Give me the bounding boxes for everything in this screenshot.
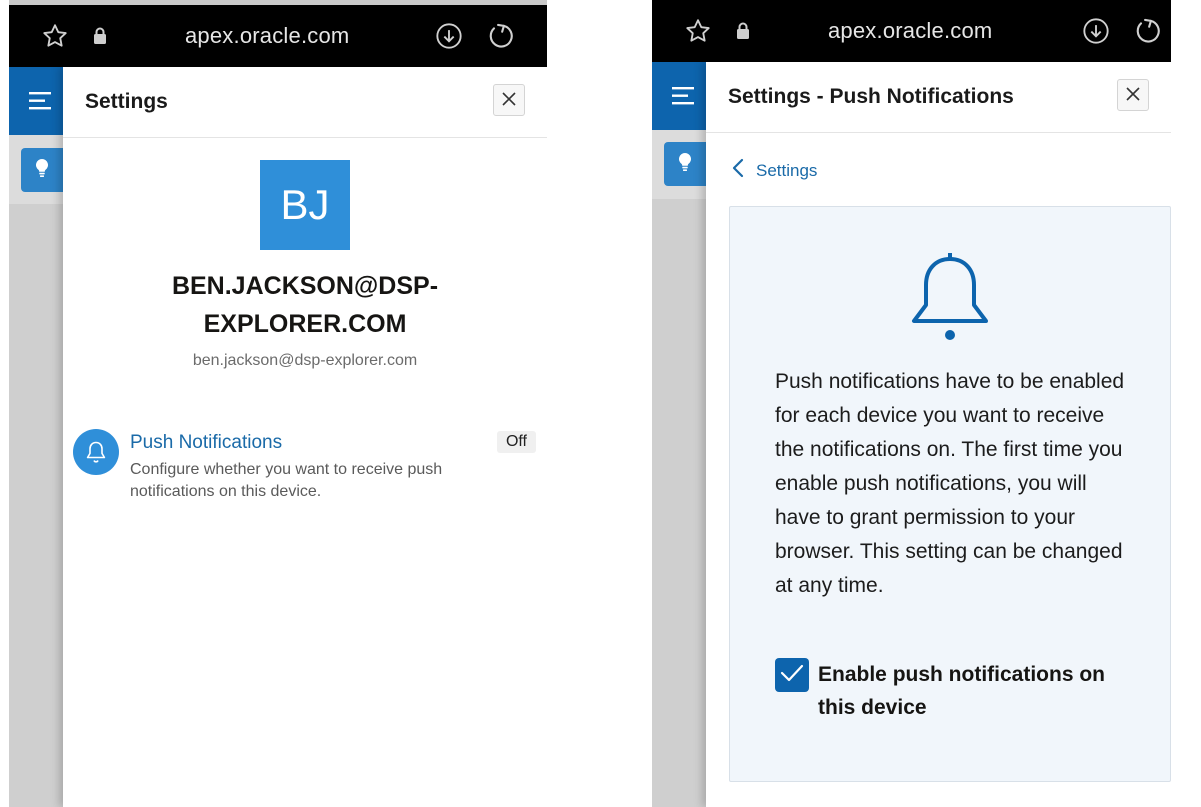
url-text[interactable]: apex.oracle.com (828, 18, 993, 43)
push-notifications-drawer (706, 62, 1171, 807)
push-notifications-item[interactable] (73, 429, 537, 509)
push-notifications-description: Configure whether you want to receive push notifications on this device. (130, 461, 443, 500)
star-icon[interactable] (684, 17, 712, 45)
menu-icon[interactable] (672, 86, 696, 106)
reload-icon[interactable] (487, 22, 515, 50)
reload-icon[interactable] (1134, 17, 1162, 45)
drawer-title: Settings - Push Notifications (728, 85, 1014, 108)
user-email: ben.jackson@dsp-explorer.com (192, 352, 418, 369)
download-icon[interactable] (1082, 17, 1110, 45)
chevron-left-icon (732, 158, 744, 183)
enable-push-checkbox[interactable] (775, 658, 809, 692)
app-tile[interactable] (21, 148, 63, 192)
enable-push-label[interactable]: Enable push notifications on this device (818, 663, 1106, 719)
close-button[interactable] (1117, 79, 1149, 111)
app-nav-bar (9, 67, 63, 135)
left-phone-screen (9, 0, 547, 807)
browser-url-bar (9, 5, 547, 67)
lock-icon (93, 27, 107, 45)
close-icon (501, 91, 517, 110)
app-background (9, 204, 63, 807)
settings-drawer (63, 67, 547, 807)
info-text: Push notifications have to be enabled for each device you want to receive the notifications on. The first time you enable push notifications, you will have to grant permission to your browser. This setting can be changed at any time. (775, 370, 1125, 597)
push-notifications-title[interactable]: Push Notifications (130, 432, 283, 453)
app-tile[interactable] (664, 142, 706, 186)
star-icon[interactable] (41, 22, 69, 50)
app-nav-bar (652, 62, 706, 130)
drawer-header (706, 62, 1171, 133)
breadcrumb-settings-link[interactable]: Settings (756, 160, 818, 180)
lightbulb-icon (678, 152, 692, 177)
bell-icon (908, 249, 992, 348)
download-icon[interactable] (435, 22, 463, 50)
url-text[interactable]: apex.oracle.com (185, 23, 350, 48)
info-panel (729, 206, 1171, 782)
avatar: BJ (260, 160, 350, 250)
user-name: BEN.JACKSON@DSP-EXPLORER.COM (171, 272, 439, 338)
drawer-title: Settings (85, 90, 168, 113)
breadcrumb[interactable] (732, 158, 817, 183)
bell-icon (73, 429, 119, 475)
checkmark-icon (780, 663, 804, 688)
lightbulb-icon (35, 158, 49, 183)
close-button[interactable] (493, 84, 525, 116)
drawer-header (63, 67, 547, 138)
menu-icon[interactable] (29, 91, 53, 111)
right-phone-screen (652, 0, 1171, 807)
app-background (652, 199, 706, 807)
browser-url-bar (652, 0, 1171, 62)
close-icon (1125, 86, 1141, 105)
lock-icon (736, 22, 750, 40)
status-badge: Off (497, 431, 536, 453)
